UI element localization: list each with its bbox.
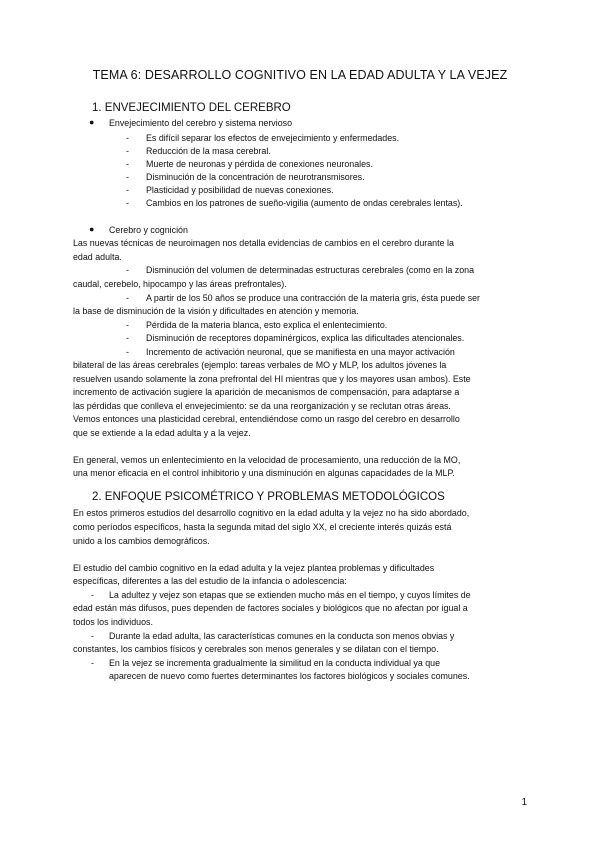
list-item: Pérdida de la materia blanca, esto explica el enlentecimiento.: [146, 320, 388, 330]
paragraph-line: específicas, diferentes a las del estudio de la infancia o adolescencia:: [73, 576, 347, 586]
dash-marker: -: [126, 265, 129, 275]
dash-marker: -: [126, 320, 129, 330]
section-2-heading: 2. ENFOQUE PSICOMÉTRICO Y PROBLEMAS METODOLÓGICOS: [92, 491, 445, 503]
dash-marker: -: [126, 172, 129, 182]
paragraph-line: como períodos específicos, hasta la segunda mitad del siglo XX, el creciente interés quizás está: [73, 522, 452, 532]
list-item: Disminución de receptores dopaminérgicos, explica las dificultades atencionales.: [146, 333, 465, 343]
list-item: Reducción de la masa cerebral.: [146, 146, 271, 156]
list-item: Durante la edad adulta, las características comunes en la conducta son menos obvias y: [109, 631, 455, 641]
paragraph-line: En general, vemos un enlentecimiento en la velocidad de procesamiento, una reducción de la MO,: [73, 455, 461, 465]
dash-marker: -: [91, 590, 94, 600]
dash-marker: -: [126, 159, 129, 169]
paragraph-line: las pérdidas que conlleva el envejecimiento: se da una reorganización y se reclutan otras áreas.: [73, 401, 451, 411]
paragraph-line: bilateral de las áreas cerebrales (ejemplo: tareas verbales de MO y MLP, los adultos jóvenes la: [73, 360, 447, 370]
paragraph-line: incremento de activación sugiere la aparición de mecanismos de compensación, para adaptarse a: [73, 387, 460, 397]
dash-marker: -: [126, 293, 129, 303]
paragraph-line: caudal, cerebelo, hipocampo y las áreas prefrontales).: [73, 279, 287, 289]
paragraph-line: En estos primeros estudios del desarrollo cognitivo en la edad adulta y la vejez no ha sido abordado,: [73, 508, 470, 518]
dash-marker: -: [91, 631, 94, 641]
paragraph-line: edad están más difusos, pues dependen de factores sociales y biológicos que no afectan por igual a: [73, 603, 468, 613]
paragraph-line: constantes, los cambios físicos y cerebrales son menos generales y se dilatan con el tiempo.: [73, 644, 439, 654]
page-number: 1: [521, 797, 527, 808]
list-item: Cambios en los patrones de sueño-vigilia (aumento de ondas cerebrales lentas).: [146, 198, 463, 208]
paragraph-line: todos los individuos.: [73, 617, 153, 627]
dash-marker: -: [126, 133, 129, 143]
paragraph-line: la base de disminución de la visión y dificultades en atención y memoria.: [73, 306, 359, 316]
paragraph-line: unido a los cambios demográficos.: [73, 536, 210, 546]
list-item: Es difícil separar los efectos de envejecimiento y enfermedades.: [146, 133, 400, 143]
dash-marker: -: [126, 198, 129, 208]
paragraph-line: Vemos entonces una plasticidad cerebral, entendiéndose como un rasgo del cerebro en desarrollo: [73, 414, 460, 424]
bullet-item: Envejecimiento del cerebro y sistema nervioso: [109, 118, 293, 128]
list-item: Disminución de la concentración de neurotransmisores.: [146, 172, 365, 182]
list-item: Disminución del volumen de determinadas estructuras cerebrales (como en la zona: [146, 265, 475, 275]
dash-marker: -: [126, 347, 129, 357]
list-item: Incremento de activación neuronal, que se manifiesta en una mayor activación: [146, 347, 455, 357]
document-title: TEMA 6: DESARROLLO COGNITIVO EN LA EDAD ADULTA Y LA VEJEZ: [92, 68, 508, 82]
list-item: aparecen de nuevo como fuertes determinantes los factores biológicos y sociales comunes.: [109, 671, 470, 681]
list-item: A partir de los 50 años se produce una contracción de la materia gris, ésta puede ser: [146, 293, 480, 303]
paragraph-line: El estudio del cambio cognitivo en la edad adulta y la vejez plantea problemas y dificultades: [73, 563, 435, 573]
bullet-icon: ●: [89, 117, 95, 127]
dash-marker: -: [126, 333, 129, 343]
paragraph-line: edad adulta.: [73, 252, 122, 262]
paragraph-line: una menor eficacia en el control inhibitorio y una disminución en algunas capacidades de la MLP.: [73, 468, 455, 478]
list-item: Muerte de neuronas y pérdida de conexiones neuronales.: [146, 159, 373, 169]
list-item: La adultez y vejez son etapas que se extienden mucho más en el tiempo, y cuyos límites de: [109, 590, 471, 600]
section-1-heading: 1. ENVEJECIMIENTO DEL CEREBRO: [92, 102, 291, 114]
list-item: En la vejez se incrementa gradualmente la similitud en la conducta individual ya que: [109, 658, 441, 668]
dash-marker: -: [126, 146, 129, 156]
bullet-item: Cerebro y cognición: [109, 225, 188, 235]
bullet-icon: ●: [89, 224, 95, 234]
dash-marker: -: [126, 185, 129, 195]
paragraph-line: Las nuevas técnicas de neuroimagen nos detalla evidencias de cambios en el cerebro durante la: [73, 238, 454, 248]
list-item: Plasticidad y posibilidad de nuevas conexiones.: [146, 185, 334, 195]
dash-marker: -: [91, 658, 94, 668]
paragraph-line: que se extiende a la edad adulta y a la vejez.: [73, 428, 251, 438]
paragraph-line: resuelven usando solamente la zona prefrontal del HI mientras que y los mayores usan ambos). Este: [73, 374, 471, 384]
